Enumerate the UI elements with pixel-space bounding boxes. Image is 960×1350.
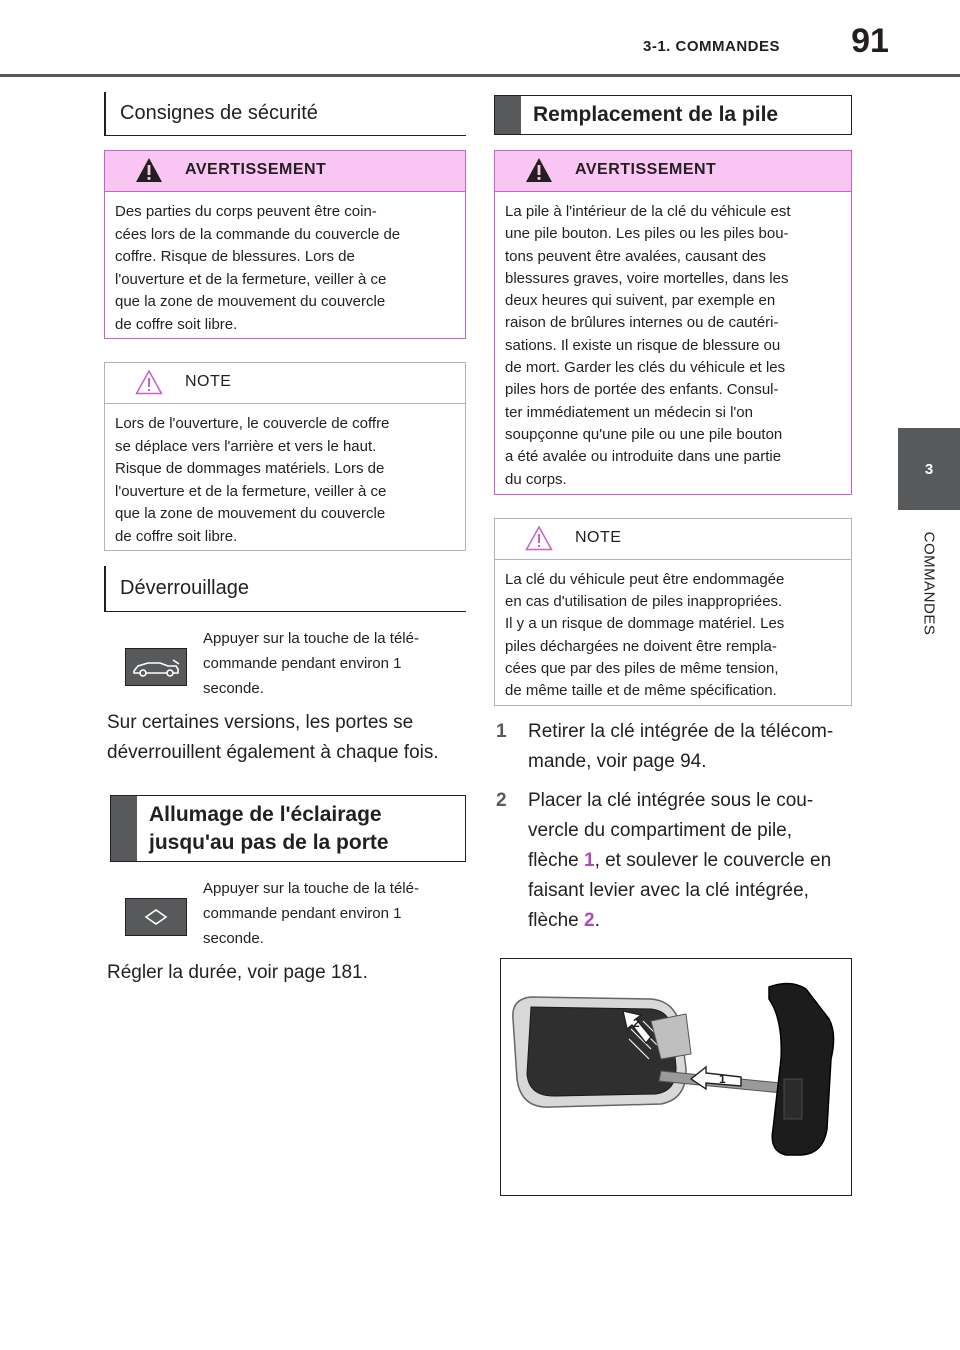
caution-triangle-icon	[135, 369, 163, 395]
step-text	[528, 786, 858, 936]
step-line	[528, 906, 858, 936]
unlock-heading	[104, 566, 466, 612]
note-header	[105, 363, 465, 404]
note-text	[105, 404, 465, 559]
instruction-line: Appuyer sur la touche de la télé-	[203, 630, 419, 647]
heading-line: jusqu'au pas de la porte	[149, 830, 389, 854]
chapter-tab-label: COMMANDES	[920, 531, 938, 636]
warning-line: La pile à l'intérieur de la clé du véhicule est	[505, 203, 791, 220]
step-1	[496, 717, 866, 779]
step-2	[496, 786, 866, 941]
instruction-line: seconde.	[203, 930, 264, 947]
arrow-reference: 1	[583, 850, 595, 871]
warning-text	[495, 192, 851, 501]
note-line: La clé du véhicule peut être endommagée	[505, 571, 785, 588]
step-line	[528, 846, 858, 876]
warning-label: AVERTISSEMENT	[575, 161, 717, 178]
note-line: de même taille et de même spécification.	[505, 682, 777, 700]
step-line: mande, voir page 94.	[528, 751, 707, 772]
warning-line: tons peuvent être avalées, causant des	[505, 247, 767, 265]
chapter-tab	[898, 428, 960, 510]
step-line: vercle du compartiment de pile,	[528, 820, 793, 841]
battery-heading-text: Remplacement de la pile	[533, 103, 779, 126]
lighting-body: Régler la durée, voir page 181.	[107, 962, 368, 983]
step-text-part: flèche	[528, 910, 584, 931]
step-line: Placer la clé intégrée sous le cou-	[528, 790, 814, 811]
page-number: 91	[851, 22, 889, 60]
heading-bar	[495, 96, 521, 134]
step-text-part: .	[594, 910, 600, 931]
lighting-heading	[110, 795, 466, 862]
header-rule	[0, 74, 960, 77]
figure-arrow-2-label: 2	[633, 1016, 640, 1030]
lighting-heading-text	[137, 796, 401, 861]
note-line: l'ouverture et de la fermeture, veiller à ce	[115, 482, 387, 500]
note-line: de coffre soit libre.	[115, 527, 238, 545]
safety-heading-text: Consignes de sécurité	[120, 102, 318, 124]
warning-line: de mort. Garder les clés du véhicule et les	[505, 359, 786, 377]
chapter-number: 3	[924, 460, 934, 478]
instruction-line: seconde.	[203, 680, 264, 697]
caution-triangle-icon	[525, 525, 553, 551]
battery-heading	[494, 95, 852, 135]
warning-line: l'ouverture et de la fermeture, veiller à ce	[115, 270, 387, 288]
warning-line: sations. Il existe un risque de blessure ou	[505, 336, 781, 354]
warning-triangle-icon	[135, 157, 163, 183]
warning-header	[105, 151, 465, 192]
note-line: que la zone de mouvement du couvercle	[115, 505, 386, 523]
note-box-battery	[494, 518, 852, 706]
warning-line: une pile bouton. Les piles ou les piles bou-	[505, 225, 789, 243]
warning-line: soupçonne qu'une pile ou une pile bouton	[505, 425, 783, 443]
key-battery-figure	[500, 958, 852, 1196]
warning-triangle-icon	[525, 157, 553, 183]
note-line: en cas d'utilisation de piles inappropriées.	[505, 593, 783, 611]
instruction-line: commande pendant environ 1	[203, 655, 402, 672]
instruction-line: commande pendant environ 1	[203, 905, 402, 922]
warning-line: cées lors de la commande du couvercle de	[115, 225, 401, 243]
note-line: Risque de dommages matériels. Lors de	[115, 460, 385, 478]
unlock-body	[107, 708, 477, 768]
note-line: cées que par des piles de même tension,	[505, 659, 779, 677]
body-line: Sur certaines versions, les portes se	[107, 712, 414, 733]
warning-box-trunk	[104, 150, 466, 339]
note-line: Il y a un risque de dommage matériel. Les	[505, 615, 785, 633]
body-line: déverrouillent également à chaque fois.	[107, 742, 439, 763]
warning-line: de coffre soit libre.	[115, 315, 238, 333]
unlock-heading-text: Déverrouillage	[120, 577, 249, 599]
warning-label: AVERTISSEMENT	[185, 161, 327, 178]
step-number: 2	[496, 790, 507, 811]
note-label: NOTE	[575, 529, 622, 546]
warning-line: raison de brûlures internes ou de cautéri-	[505, 314, 779, 332]
figure-arrow-1-label: 1	[719, 1072, 726, 1086]
note-label: NOTE	[185, 373, 232, 390]
note-line: Lors de l'ouverture, le couvercle de coffre	[115, 415, 390, 432]
heading-line: Allumage de l'éclairage	[149, 802, 382, 826]
warning-text	[105, 192, 465, 347]
lighting-instruction	[203, 876, 468, 951]
note-text	[495, 560, 851, 712]
note-box-trunk	[104, 362, 466, 551]
trunk-car-icon	[125, 648, 187, 686]
note-line: piles déchargées ne doivent être rempla-	[505, 637, 777, 655]
light-diamond-icon	[125, 898, 187, 936]
step-text	[528, 717, 858, 777]
step-text-part: flèche	[528, 850, 584, 871]
warning-line: que la zone de mouvement du couvercle	[115, 293, 386, 311]
warning-header	[495, 151, 851, 192]
step-text-part: , et soulever le couvercle en	[594, 850, 832, 871]
warning-line: blessures graves, voire mortelles, dans les	[505, 269, 789, 287]
warning-line: coffre. Risque de blessures. Lors de	[115, 248, 355, 266]
arrow-reference: 2	[583, 910, 595, 931]
step-line: faisant levier avec la clé intégrée,	[528, 880, 809, 901]
warning-box-battery	[494, 150, 852, 495]
heading-bar	[111, 796, 137, 861]
note-line: se déplace vers l'arrière et vers le haut.	[115, 437, 377, 455]
step-line: Retirer la clé intégrée de la télécom-	[528, 721, 834, 742]
instruction-line: Appuyer sur la touche de la télé-	[203, 880, 419, 897]
warning-line: a été avalée ou introduite dans une partie	[505, 448, 782, 466]
step-number: 1	[496, 721, 507, 742]
warning-line: Des parties du corps peuvent être coin-	[115, 203, 377, 220]
warning-line: du corps.	[505, 470, 567, 488]
safety-heading	[104, 92, 466, 136]
section-title: 3-1. COMMANDES	[642, 38, 780, 55]
unlock-instruction	[203, 626, 468, 701]
warning-line: piles hors de portée des enfants. Consul-	[505, 381, 779, 399]
note-header	[495, 519, 851, 560]
key-fob-illustration	[501, 959, 851, 1195]
warning-line: ter immédiatement un médecin si l'on	[505, 403, 753, 421]
warning-line: deux heures qui suivent, par exemple en	[505, 292, 776, 310]
